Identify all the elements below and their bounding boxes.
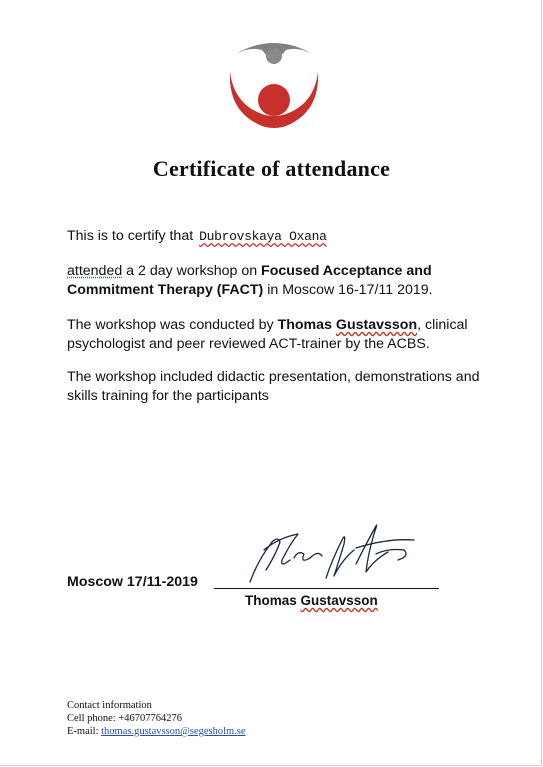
signer-last: Gustavsson: [300, 593, 378, 608]
content-paragraph: The workshop included didactic presentation, demonstrations and skills training for the participants: [67, 369, 480, 404]
certificate-title: Certificate of attendance: [152, 156, 391, 181]
contact-heading: Contact information: [67, 700, 152, 711]
email-label: E-mail:: [67, 726, 102, 737]
workshop-text-a: a 2 day workshop on: [122, 263, 262, 279]
contact-phone: Cell phone: +46707764276: [67, 713, 182, 724]
trainer-paragraph: [67, 316, 487, 354]
trainer-name-first: Thomas: [277, 317, 336, 333]
handwritten-signature: [238, 520, 418, 600]
workshop-text-b: in Moscow 16-17/11 2019.: [263, 282, 433, 298]
trainer-name-last: Gustavsson: [335, 317, 418, 333]
workshop-title: Focused Acceptance and Commitment Therapy (FACT): [67, 263, 432, 298]
workshop-paragraph: [67, 262, 487, 300]
attended-word: attended: [67, 263, 123, 279]
certify-line: [67, 227, 487, 246]
email-link[interactable]: thomas.gustavsson@segesholm.se: [101, 726, 246, 737]
contact-block: [67, 699, 246, 738]
signer-name: [245, 593, 378, 608]
contact-email-line: [67, 725, 246, 738]
place-date: Moscow 17/11-2019: [67, 574, 198, 590]
attendee-name: Dubrovskaya Oxana: [199, 229, 327, 244]
organization-logo: [222, 34, 326, 130]
trainer-text-a: The workshop was conducted by: [67, 317, 278, 333]
certify-prefix: This is to certify that: [67, 228, 198, 244]
trainer-text-b: , clinical psychologist and peer reviewed ACT-trainer by the ACBS.: [67, 317, 468, 352]
signer-first: Thomas: [245, 593, 301, 608]
